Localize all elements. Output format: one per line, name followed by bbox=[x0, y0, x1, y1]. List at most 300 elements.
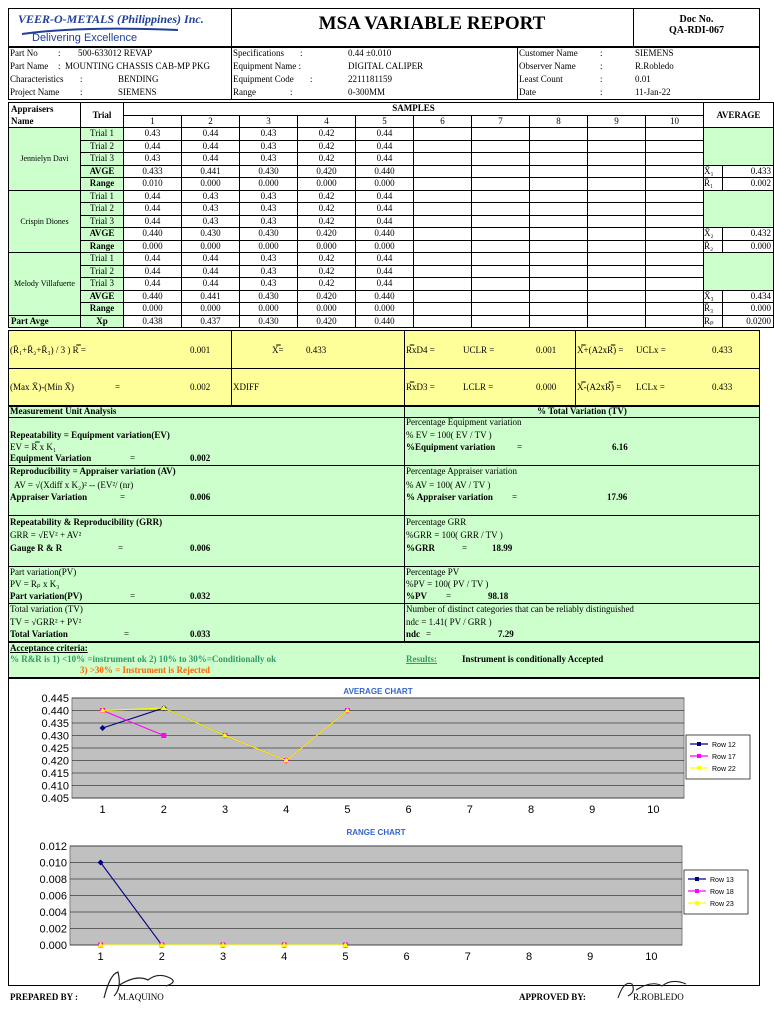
sample-number-header: 1 bbox=[124, 115, 182, 128]
formula-divider-2 bbox=[404, 330, 405, 406]
empty-cell bbox=[472, 240, 530, 253]
pev-formula: % EV = 100( EV / TV ) bbox=[406, 430, 492, 440]
empty-cell bbox=[588, 253, 646, 266]
empty-cell bbox=[472, 140, 530, 153]
lclx-label: LCLx = bbox=[636, 382, 665, 392]
ev-label: Equipment Variation bbox=[10, 453, 92, 463]
sample-value: 0.43 bbox=[240, 265, 298, 278]
empty-cell bbox=[530, 278, 588, 291]
part-avge-label: Part Avge bbox=[9, 315, 81, 328]
empty-cell bbox=[588, 178, 646, 191]
sample-number-header: 9 bbox=[588, 115, 646, 128]
empty-cell bbox=[530, 315, 588, 328]
grr-label: Gauge R & R bbox=[10, 543, 63, 553]
uclr-label: UCLR = bbox=[463, 345, 495, 355]
empty-cell bbox=[414, 290, 472, 303]
empty-cell bbox=[646, 178, 704, 191]
sample-value: 0.44 bbox=[182, 140, 240, 153]
row-label: Trial 2 bbox=[81, 265, 124, 278]
tv-title: Total variation (TV) bbox=[10, 604, 83, 614]
sample-value: 0.42 bbox=[298, 203, 356, 216]
sample-value: 0.42 bbox=[298, 128, 356, 141]
table-row bbox=[9, 265, 774, 278]
empty-cell bbox=[588, 153, 646, 166]
lclr-value: 0.000 bbox=[536, 382, 557, 392]
colon: : bbox=[290, 87, 293, 97]
empty-cell bbox=[472, 178, 530, 191]
colon: : bbox=[600, 48, 603, 58]
y-tick-label: 0.405 bbox=[41, 793, 69, 805]
sample-value: 0.42 bbox=[298, 278, 356, 291]
av-value: 0.006 bbox=[190, 492, 211, 502]
pv-equals: = bbox=[130, 591, 136, 601]
chart-title: AVERAGE CHART bbox=[343, 687, 413, 696]
sample-value: 0.44 bbox=[124, 140, 182, 153]
x-tick-label: 10 bbox=[647, 804, 660, 816]
sample-number-header: 3 bbox=[240, 115, 298, 128]
empty-cell bbox=[530, 265, 588, 278]
sample-value: 0.44 bbox=[124, 215, 182, 228]
part-average-value: 0.437 bbox=[182, 315, 240, 328]
y-tick-label: 0.002 bbox=[39, 923, 67, 936]
sample-number-header: 4 bbox=[298, 115, 356, 128]
sample-number-header: 10 bbox=[646, 115, 704, 128]
sample-value: 0.44 bbox=[124, 203, 182, 216]
empty-cell bbox=[472, 253, 530, 266]
sample-value: 0.440 bbox=[356, 290, 414, 303]
ndc-value: 7.29 bbox=[498, 629, 514, 639]
x-tick-label: 2 bbox=[158, 951, 165, 963]
pv-label: Part variation(PV) bbox=[10, 591, 83, 601]
part-average-value: 0.430 bbox=[240, 315, 298, 328]
empty-cell bbox=[704, 190, 774, 228]
empty-cell bbox=[588, 278, 646, 291]
sample-value: 0.441 bbox=[182, 165, 240, 178]
row-label: Range bbox=[81, 240, 124, 253]
date-value: 11-Jan-22 bbox=[635, 87, 671, 97]
x-tick-label: 5 bbox=[344, 804, 351, 816]
uclx-label: UCLx = bbox=[636, 345, 666, 355]
sample-value: 0.44 bbox=[356, 140, 414, 153]
y-tick-label: 0.440 bbox=[41, 705, 69, 718]
empty-cell bbox=[588, 240, 646, 253]
row-label: Trial 3 bbox=[81, 153, 124, 166]
lclx-value: 0.433 bbox=[712, 382, 733, 392]
uclx-value: 0.433 bbox=[712, 345, 733, 355]
xdiff-value: 0.002 bbox=[190, 382, 211, 392]
pev-title: Percentage Equipment variation bbox=[406, 417, 522, 427]
appraiser-avg-symbol: X̄₁ bbox=[704, 165, 723, 178]
sample-value: 0.420 bbox=[298, 228, 356, 241]
y-tick-label: 0.415 bbox=[41, 768, 69, 780]
legend-label: Row 22 bbox=[712, 766, 736, 773]
empty-cell bbox=[414, 153, 472, 166]
spec-label: Specifications bbox=[233, 48, 284, 58]
pav-formula: % AV = 100( AV / TV ) bbox=[406, 480, 491, 490]
project-value: SIEMENS bbox=[118, 87, 157, 97]
y-tick-label: 0.008 bbox=[39, 874, 67, 886]
sample-value: 0.430 bbox=[240, 290, 298, 303]
sample-value: 0.430 bbox=[240, 228, 298, 241]
av-title: Reproducibility = Appraiser variation (AV) bbox=[10, 466, 176, 476]
empty-cell bbox=[472, 215, 530, 228]
info-divider-1 bbox=[231, 47, 232, 100]
chart-legend bbox=[686, 735, 750, 779]
legend-marker bbox=[695, 877, 699, 881]
empty-cell bbox=[472, 290, 530, 303]
empty-cell bbox=[414, 128, 472, 141]
part-average-value: 0.438 bbox=[124, 315, 182, 328]
ppv-title: Percentage PV bbox=[406, 567, 460, 577]
sample-value: 0.000 bbox=[356, 303, 414, 316]
sample-value: 0.44 bbox=[356, 153, 414, 166]
acceptance-line-2: 3) >30% = Instrument is Rejected bbox=[80, 665, 210, 675]
prepared-by-name: M.AQUINO bbox=[118, 992, 164, 1002]
empty-cell bbox=[472, 303, 530, 316]
row-label: Trial 1 bbox=[81, 128, 124, 141]
part-no-label: Part No bbox=[10, 48, 38, 58]
table-row bbox=[9, 215, 774, 228]
empty-cell bbox=[414, 228, 472, 241]
table-row bbox=[9, 240, 774, 253]
empty-cell bbox=[646, 140, 704, 153]
pav-title: Percentage Appraiser variation bbox=[406, 466, 517, 476]
x-tick-label: 7 bbox=[464, 951, 471, 963]
x-double-bar-value: 0.433 bbox=[306, 345, 327, 355]
sample-value: 0.44 bbox=[124, 253, 182, 266]
part-average-value: 0.440 bbox=[356, 315, 414, 328]
appraiser-name: Melody Villafuerte bbox=[9, 253, 81, 316]
av-formula: AV = √(Xdiff x K₂)² -- (EV²/ (nr) bbox=[14, 480, 134, 490]
row-label: Range bbox=[81, 178, 124, 191]
sample-value: 0.44 bbox=[182, 128, 240, 141]
sample-value: 0.43 bbox=[240, 203, 298, 216]
empty-cell bbox=[530, 128, 588, 141]
y-tick-label: 0.435 bbox=[41, 718, 69, 730]
sample-value: 0.42 bbox=[298, 190, 356, 203]
ppv-value: 98.18 bbox=[488, 591, 509, 601]
row-label: Trial 3 bbox=[81, 278, 124, 291]
pav-equals: = bbox=[512, 492, 518, 502]
least-count-label: Least Count bbox=[519, 74, 563, 84]
legend-label: Row 13 bbox=[710, 877, 734, 884]
y-tick-label: 0.425 bbox=[41, 743, 69, 755]
x-tick-label: 8 bbox=[525, 951, 533, 963]
trial-header: Trial bbox=[81, 103, 124, 128]
empty-cell bbox=[588, 140, 646, 153]
empty-cell bbox=[646, 203, 704, 216]
ndc-equals: = bbox=[426, 629, 432, 639]
empty-cell bbox=[530, 178, 588, 191]
legend-marker bbox=[697, 754, 701, 758]
sample-value: 0.43 bbox=[124, 153, 182, 166]
pv-formula: PV = Rₚ x K₃ bbox=[10, 579, 60, 589]
x-tick-label: 1 bbox=[97, 951, 104, 963]
y-tick-label: 0.010 bbox=[39, 857, 67, 870]
spec-value: 0.44 ±0.010 bbox=[348, 48, 392, 58]
table-row bbox=[9, 190, 774, 203]
empty-cell bbox=[414, 165, 472, 178]
empty-cell bbox=[472, 315, 530, 328]
company-tagline: Delivering Excellence bbox=[32, 32, 138, 44]
table-row bbox=[9, 290, 774, 303]
least-count-value: 0.01 bbox=[635, 74, 651, 84]
uclx-formula: X̿+(A2xR̿) = bbox=[577, 345, 624, 355]
sample-value: 0.430 bbox=[182, 228, 240, 241]
empty-cell bbox=[588, 165, 646, 178]
empty-cell bbox=[588, 215, 646, 228]
y-tick-label: 0.012 bbox=[39, 841, 67, 853]
analysis-divider bbox=[404, 406, 405, 642]
y-tick-label: 0.004 bbox=[39, 907, 67, 919]
tv-header: % Total Variation (TV) bbox=[537, 406, 627, 416]
average-chart bbox=[10, 680, 758, 828]
part-average-value: 0.420 bbox=[298, 315, 356, 328]
sample-value: 0.000 bbox=[182, 240, 240, 253]
sample-value: 0.000 bbox=[298, 240, 356, 253]
sample-value: 0.44 bbox=[356, 190, 414, 203]
empty-cell bbox=[646, 253, 704, 266]
empty-cell bbox=[414, 265, 472, 278]
sample-value: 0.430 bbox=[240, 165, 298, 178]
legend-label: Row 17 bbox=[712, 754, 736, 761]
x-tick-label: 10 bbox=[645, 951, 658, 963]
ndc-label: ndc bbox=[406, 629, 421, 639]
sample-value: 0.44 bbox=[124, 278, 182, 291]
grr-formula: GRR = √EV² + AV² bbox=[10, 530, 82, 540]
legend-label: Row 12 bbox=[712, 742, 736, 749]
sample-number-header: 5 bbox=[356, 115, 414, 128]
sample-value: 0.44 bbox=[182, 265, 240, 278]
colon: : bbox=[80, 74, 83, 84]
acceptance-line-1: % R&R is 1) <10% =instrument ok 2) 10% to 30%=Conditionally ok bbox=[10, 654, 277, 664]
ndc-title: Number of distinct categories that can be reliably distinguished bbox=[406, 604, 634, 614]
sample-value: 0.42 bbox=[298, 265, 356, 278]
sample-value: 0.44 bbox=[356, 215, 414, 228]
table-row bbox=[9, 303, 774, 316]
appraiser-avg-value: 0.433 bbox=[723, 165, 774, 178]
sample-value: 0.44 bbox=[356, 253, 414, 266]
characteristics-label: Characteristics bbox=[10, 74, 64, 84]
sample-value: 0.44 bbox=[182, 278, 240, 291]
sample-value: 0.43 bbox=[240, 253, 298, 266]
appraiser-name: Crispin Diones bbox=[9, 190, 81, 253]
tv-formula: TV = √GRR² + PV² bbox=[10, 617, 82, 627]
sample-number-header: 2 bbox=[182, 115, 240, 128]
sample-value: 0.000 bbox=[298, 178, 356, 191]
row-label: Trial 3 bbox=[81, 215, 124, 228]
empty-cell bbox=[646, 240, 704, 253]
empty-cell bbox=[472, 190, 530, 203]
sample-value: 0.000 bbox=[124, 240, 182, 253]
sample-value: 0.000 bbox=[182, 178, 240, 191]
pav-label: % Appraiser variation bbox=[406, 492, 493, 502]
empty-cell bbox=[530, 140, 588, 153]
xdiff-equals: = bbox=[115, 382, 121, 392]
appraiser-range-symbol: R̄₁ bbox=[704, 178, 723, 191]
appraiser-range-symbol: R̄₂ bbox=[704, 240, 723, 253]
legend-label: Row 23 bbox=[710, 901, 734, 908]
ev-value: 0.002 bbox=[190, 453, 211, 463]
pav-value: 17.96 bbox=[607, 492, 628, 502]
empty-cell bbox=[414, 240, 472, 253]
sample-value: 0.440 bbox=[356, 228, 414, 241]
x-tick-label: 3 bbox=[219, 951, 227, 963]
sample-value: 0.43 bbox=[240, 215, 298, 228]
y-tick-label: 0.000 bbox=[39, 940, 67, 952]
info-divider-2 bbox=[517, 47, 518, 100]
xdiff-formula: (Max X̄)-(Min X̄) bbox=[10, 382, 74, 392]
sample-value: 0.44 bbox=[182, 253, 240, 266]
empty-cell bbox=[414, 315, 472, 328]
lclx-formula: X̿-(A2xR̿) = bbox=[577, 382, 622, 392]
appraiser-range-value: 0.000 bbox=[723, 240, 774, 253]
data-point bbox=[161, 733, 166, 738]
empty-cell bbox=[472, 278, 530, 291]
y-tick-label: 0.420 bbox=[41, 755, 69, 768]
tv-label: Total Variation bbox=[10, 629, 68, 639]
empty-cell bbox=[646, 165, 704, 178]
empty-cell bbox=[588, 303, 646, 316]
empty-cell bbox=[588, 290, 646, 303]
legend-marker bbox=[697, 766, 701, 770]
doc-no-value: QA-RDI-067 bbox=[669, 25, 724, 36]
sample-value: 0.43 bbox=[240, 190, 298, 203]
y-tick-label: 0.006 bbox=[39, 890, 67, 903]
x-tick-label: 2 bbox=[160, 804, 167, 816]
legend-marker bbox=[697, 742, 701, 746]
sample-value: 0.42 bbox=[298, 253, 356, 266]
sample-value: 0.43 bbox=[240, 153, 298, 166]
results-value: Instrument is conditionally Accepted bbox=[462, 654, 604, 664]
row-label: Range bbox=[81, 303, 124, 316]
appraisers-header: Appraisers bbox=[9, 103, 81, 116]
prepared-by-label: PREPARED BY : bbox=[10, 992, 78, 1002]
tv-value: 0.033 bbox=[190, 629, 211, 639]
empty-cell bbox=[530, 215, 588, 228]
colon: : bbox=[310, 74, 313, 84]
formula-divider-1 bbox=[231, 330, 232, 406]
appraiser-name: Jennielyn Davi bbox=[9, 128, 81, 191]
table-row bbox=[9, 203, 774, 216]
sample-value: 0.43 bbox=[124, 128, 182, 141]
empty-cell bbox=[646, 303, 704, 316]
sample-value: 0.43 bbox=[182, 190, 240, 203]
approved-by-name: R.ROBLEDO bbox=[633, 992, 684, 1002]
ppv-equals: = bbox=[446, 591, 452, 601]
empty-cell bbox=[704, 128, 774, 166]
r-double-bar-value: 0.001 bbox=[190, 345, 211, 355]
x-tick-label: 8 bbox=[527, 804, 535, 816]
range-value: 0-300MM bbox=[348, 87, 386, 97]
empty-cell bbox=[646, 228, 704, 241]
empty-cell bbox=[588, 228, 646, 241]
y-tick-label: 0.410 bbox=[41, 780, 69, 793]
empty-cell bbox=[530, 253, 588, 266]
rp-symbol: Rₚ bbox=[704, 315, 723, 328]
chart-legend bbox=[684, 870, 748, 914]
sample-value: 0.44 bbox=[356, 265, 414, 278]
pev-value: 6.16 bbox=[612, 442, 628, 452]
characteristics-value: BENDING bbox=[118, 74, 159, 84]
pv-title: Part variation(PV) bbox=[10, 567, 77, 577]
pgrr-label: %GRR bbox=[406, 543, 435, 553]
row-label: AVGE bbox=[81, 290, 124, 303]
empty-cell bbox=[472, 265, 530, 278]
table-row bbox=[9, 165, 774, 178]
sample-value: 0.42 bbox=[298, 140, 356, 153]
sample-number-header: 6 bbox=[414, 115, 472, 128]
sample-value: 0.000 bbox=[182, 303, 240, 316]
report-title: MSA VARIABLE REPORT bbox=[318, 13, 546, 34]
average-header: AVERAGE bbox=[704, 103, 774, 128]
empty-cell bbox=[472, 153, 530, 166]
x-tick-label: 3 bbox=[221, 804, 229, 816]
ppv-label: %PV bbox=[406, 591, 427, 601]
colon: : bbox=[600, 61, 603, 71]
table-row bbox=[9, 153, 774, 166]
empty-cell bbox=[414, 178, 472, 191]
colon: : bbox=[80, 87, 83, 97]
empty-cell bbox=[646, 265, 704, 278]
equipment-name-value: DIGITAL CALIPER bbox=[348, 61, 424, 71]
sample-value: 0.433 bbox=[124, 165, 182, 178]
ndc-formula: ndc = 1.41( PV / GRR ) bbox=[406, 617, 492, 627]
legend-label: Row 18 bbox=[710, 889, 734, 896]
customer-value: SIEMENS bbox=[635, 48, 674, 58]
part-name-value: MOUNTING CHASSIS CAB-MP PKG bbox=[65, 61, 210, 71]
sample-value: 0.000 bbox=[124, 303, 182, 316]
appraiser-avg-value: 0.432 bbox=[723, 228, 774, 241]
sample-value: 0.43 bbox=[240, 140, 298, 153]
table-row bbox=[9, 253, 774, 266]
d3-label: R̿xD3 = bbox=[406, 382, 435, 392]
row-label: AVGE bbox=[81, 165, 124, 178]
chart-title: RANGE CHART bbox=[346, 828, 406, 837]
appraiser-range-value: 0.000 bbox=[723, 303, 774, 316]
customer-label: Customer Name bbox=[519, 48, 578, 58]
d4-label: R̿xD4 = bbox=[406, 345, 435, 355]
appraiser-avg-symbol: X̄₂ bbox=[704, 228, 723, 241]
appraiser-range-symbol: R̄₃ bbox=[704, 303, 723, 316]
empty-cell bbox=[472, 203, 530, 216]
sample-value: 0.000 bbox=[240, 303, 298, 316]
sample-value: 0.42 bbox=[298, 215, 356, 228]
sample-value: 0.44 bbox=[356, 128, 414, 141]
range-chart bbox=[10, 826, 758, 966]
empty-cell bbox=[472, 228, 530, 241]
grr-value: 0.006 bbox=[190, 543, 211, 553]
colon: : bbox=[300, 48, 303, 58]
sample-number-header: 8 bbox=[530, 115, 588, 128]
empty-cell bbox=[588, 203, 646, 216]
sample-value: 0.440 bbox=[356, 165, 414, 178]
empty-cell bbox=[646, 128, 704, 141]
table-row bbox=[9, 178, 774, 191]
pev-label: %Equipment variation bbox=[406, 442, 496, 452]
part-name-label: Part Name bbox=[10, 61, 49, 71]
pgrr-value: 18.99 bbox=[492, 543, 513, 553]
sample-value: 0.440 bbox=[124, 228, 182, 241]
part-no-value: 500-633012 REVAP bbox=[78, 48, 153, 58]
pev-equals: = bbox=[517, 442, 523, 452]
sample-value: 0.420 bbox=[298, 290, 356, 303]
sample-value: 0.44 bbox=[124, 265, 182, 278]
observer-value: R.Robledo bbox=[635, 61, 674, 71]
table-header-row bbox=[9, 103, 774, 116]
part-average-row bbox=[9, 315, 774, 328]
sample-value: 0.43 bbox=[240, 278, 298, 291]
